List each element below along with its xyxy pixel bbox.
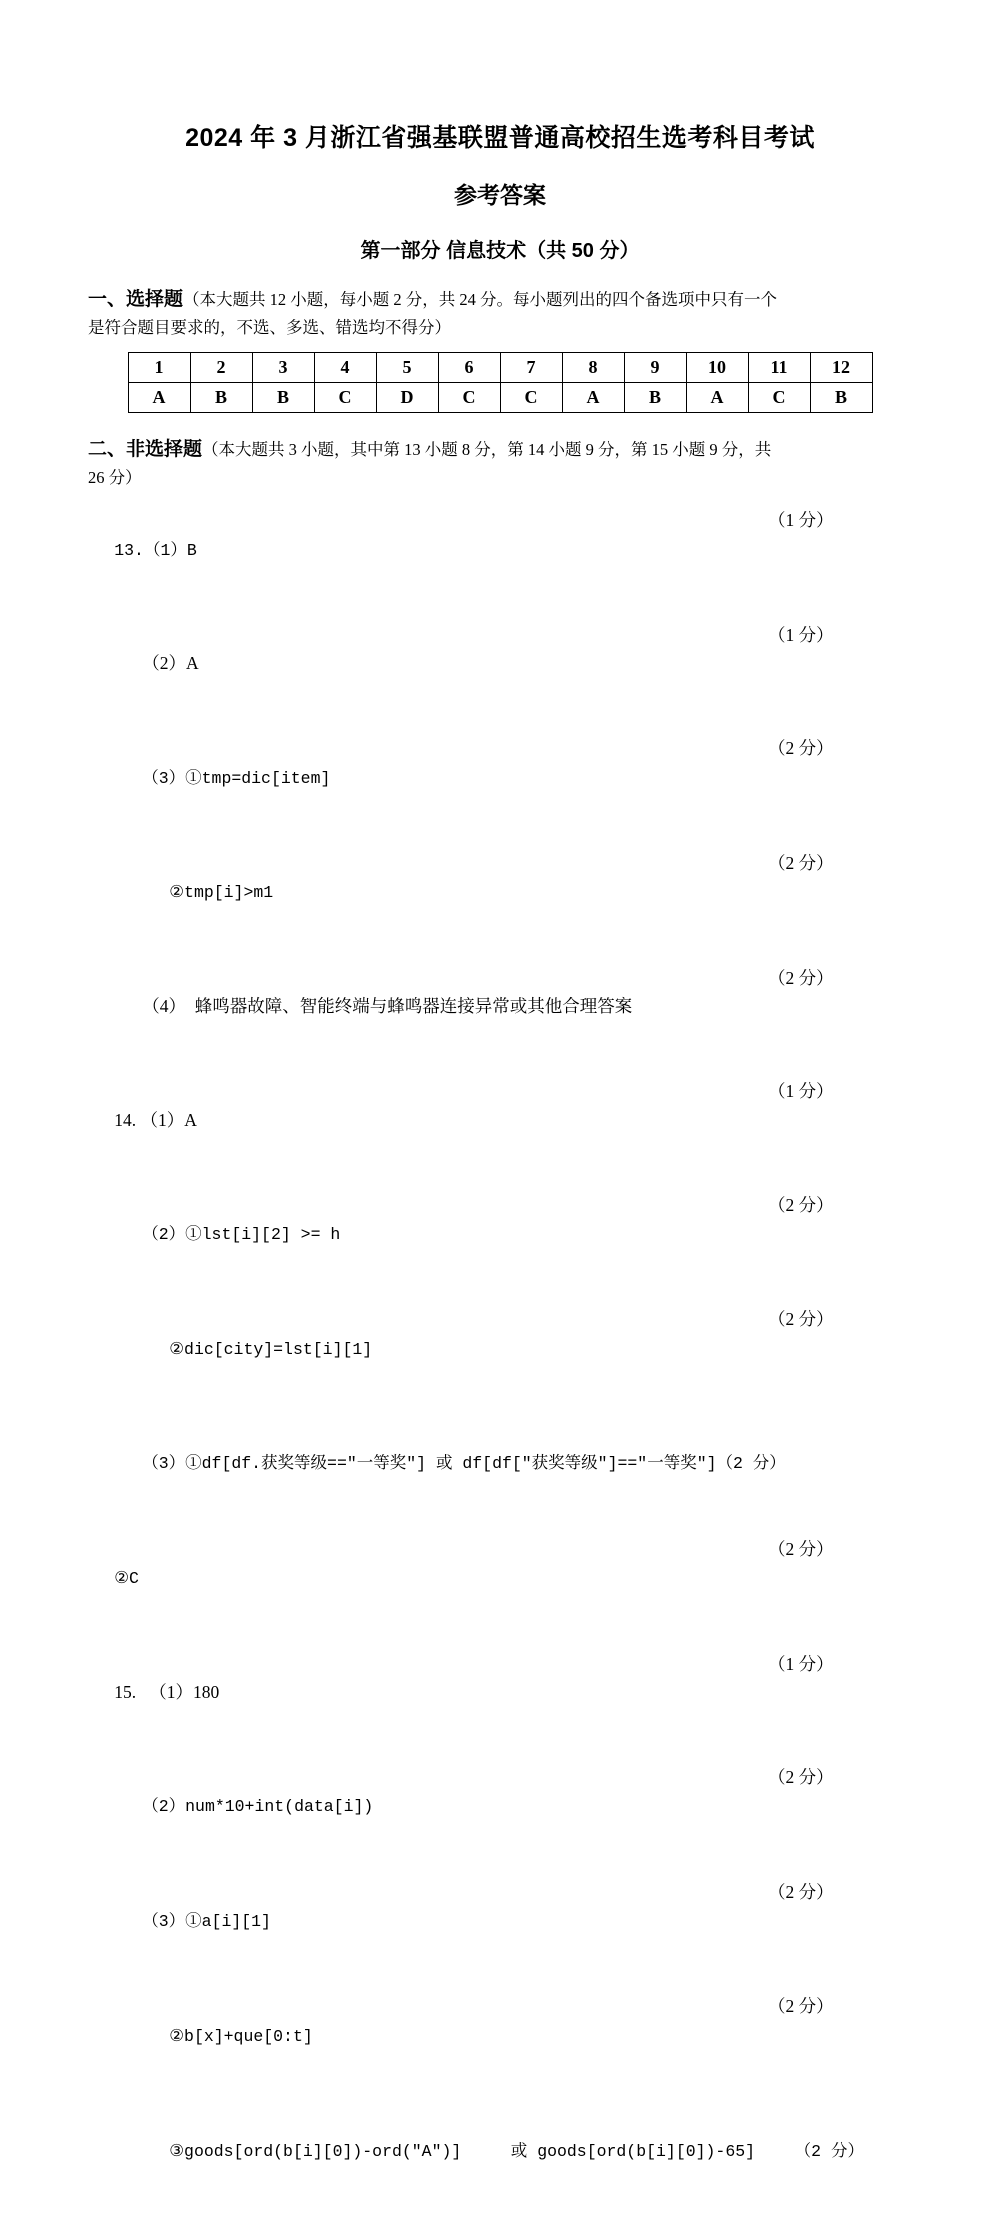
list-item: [88, 1305, 912, 1420]
answer-text: （3）①tmp=dic[item]: [142, 768, 331, 788]
answer-cell: A: [128, 382, 190, 412]
section-one-desc-line2: 是符合题目要求的，不选、多选、错选均不得分）: [88, 317, 451, 337]
list-item: [88, 1763, 912, 1878]
question-number: 7: [500, 352, 562, 382]
section-one-heading: [88, 285, 912, 342]
answer-score: （1 分）: [768, 1653, 834, 1674]
answer-cell: C: [438, 382, 500, 412]
page-subtitle: 参考答案: [454, 181, 546, 208]
list-item: [88, 2107, 912, 2222]
list-item: [88, 621, 912, 734]
answer-cell: A: [562, 382, 624, 412]
question-number: 6: [438, 352, 500, 382]
answer-text: （2）①lst[i][2] >= h: [142, 1224, 341, 1244]
answer-text: （4） 蜂鸣器故障、智能终端与蜂鸣器连接异常或其他合理答案: [142, 996, 633, 1017]
answer-text: （3）①df[df.获奖等级==″一等奖″] 或 df[df[″获奖等级″]==″一等奖″]（2 分）: [142, 1454, 786, 1474]
list-item: [88, 964, 912, 1077]
answer-score: （2 分）: [768, 853, 834, 874]
list-item: [88, 849, 912, 964]
answer-score: （1 分）: [768, 510, 834, 531]
section-two-desc-line1: （本大题共 3 小题，其中第 13 小题 8 分，第 14 小题 9 分，第 15 小题 9 分，共: [202, 439, 772, 459]
question-number: 5: [376, 352, 438, 382]
section-two-heading: [88, 435, 912, 492]
answer-score: （2 分）: [768, 1881, 834, 1902]
question-number: 12: [810, 352, 872, 382]
document-page: [0, 122, 1000, 2161]
list-item: [88, 1535, 912, 1650]
answer-cell: C: [314, 382, 376, 412]
question-number: 9: [624, 352, 686, 382]
question-number: 1: [128, 352, 190, 382]
answer-list: [88, 506, 912, 2222]
list-item: [88, 1191, 912, 1306]
section-one-desc-line1: （本大题共 12 小题，每小题 2 分，共 24 分。每小题列出的四个备选项中只有一个: [183, 289, 778, 309]
answer-cell: B: [624, 382, 686, 412]
list-item: [88, 1878, 912, 1993]
answer-key-table: [128, 352, 873, 413]
answer-text: 15. （1）180: [114, 1681, 220, 1702]
answer-score: （2 分）: [768, 1309, 834, 1330]
answer-text: 13.（1）B: [114, 540, 197, 560]
answer-score: （1 分）: [768, 1081, 834, 1102]
table-row-numbers: [128, 352, 872, 382]
list-item: [88, 506, 912, 621]
answer-score: （2 分）: [768, 1996, 834, 2017]
section-two-desc-line2: 26 分）: [88, 468, 142, 488]
answer-cell: B: [810, 382, 872, 412]
answer-score: （2 分）: [768, 738, 834, 759]
answer-cell: B: [252, 382, 314, 412]
answer-cell: C: [748, 382, 810, 412]
section-one-label: 一、选择题: [88, 288, 184, 310]
list-item: [88, 1650, 912, 1763]
question-number: 8: [562, 352, 624, 382]
answer-cell: C: [500, 382, 562, 412]
answer-cell: D: [376, 382, 438, 412]
answer-text: （2）A: [142, 653, 199, 674]
answer-text: 14. （1）A: [114, 1109, 197, 1130]
answer-text: ②tmp[i]>m1: [169, 883, 274, 903]
list-item: [88, 1420, 912, 1535]
question-number: 2: [190, 352, 252, 382]
answer-text: （2）num*10+int(data[i]): [142, 1797, 374, 1817]
list-item: [88, 1992, 912, 2107]
answer-text: ②C: [114, 1569, 139, 1589]
answer-cell: B: [190, 382, 252, 412]
part-title: 第一部分 信息技术（共 50 分）: [360, 239, 640, 262]
question-number: 3: [252, 352, 314, 382]
answer-score: （2 分）: [768, 1194, 834, 1215]
answer-cell: A: [686, 382, 748, 412]
list-item: [88, 734, 912, 849]
answer-score: （2 分）: [768, 1538, 834, 1559]
section-two-label: 二、非选择题: [88, 438, 203, 460]
page-title: 2024 年 3 月浙江省强基联盟普通高校招生选考科目考试: [185, 124, 815, 152]
question-number: 10: [686, 352, 748, 382]
list-item: [88, 1077, 912, 1190]
question-number: 11: [748, 352, 810, 382]
answer-text: （3）①a[i][1]: [142, 1912, 271, 1931]
answer-score: （1 分）: [768, 624, 834, 645]
question-number: 4: [314, 352, 376, 382]
table-row-answers: [128, 382, 872, 412]
answer-text: ③goods[ord(b[i][0])-ord(″A″)] 或 goods[ord(b[i][0])-65] （2 分）: [169, 2141, 864, 2161]
answer-score: （2 分）: [768, 1766, 834, 1787]
answer-text: ②dic[city]=lst[i][1]: [169, 1339, 373, 1359]
answer-text: ②b[x]+que[0:t]: [169, 2026, 313, 2046]
answer-score: （2 分）: [768, 967, 834, 988]
